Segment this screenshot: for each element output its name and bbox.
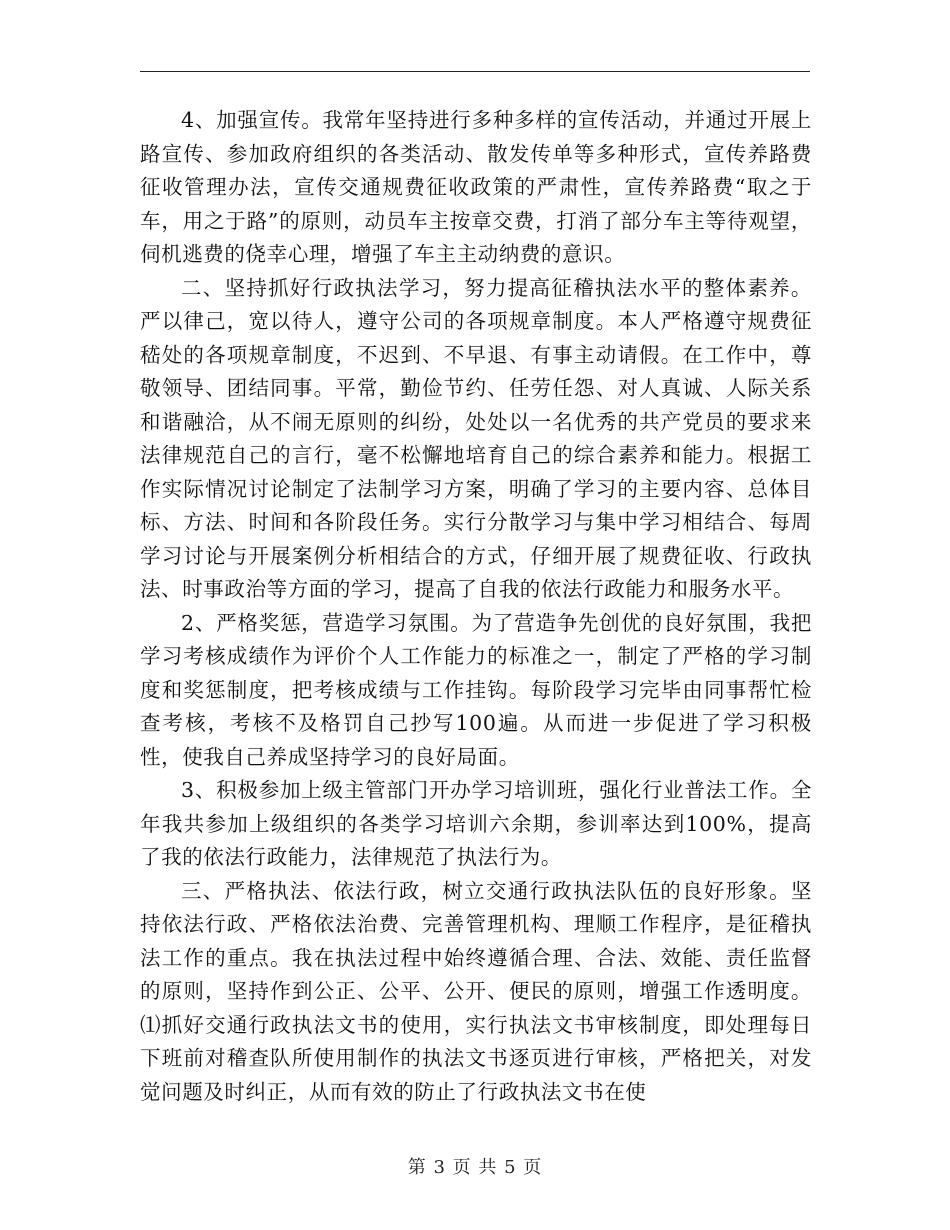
page-footer: 第 3 页 共 5 页 [407,1157,543,1178]
paragraph-strict-enforcement: 三、严格执法、依法行政，树立交通行政执法队伍的良好形象。坚持依法行政、严格依法治费、完善管理机构、理顺工作程序，是征稽执法工作的重点。我在执法过程中始终遵循合理、合法、效能、责任监督的原则，坚持作到公正、公平、公开、便民的原则，增强工作透明度。⑴抓好交通行政执法文书的使用，实行执法文书审核制度，即处理每日下班前对稽查队所使用制作的执法文书逐页进行审核，严格把关，对发觉问题及时纠正，从而有效的防止了行政执法文书在使 [140,878,812,1104]
paragraph-rewards-penalties: 2、严格奖惩，营造学习氛围。为了营造争先创优的良好氛围，我把学习考核成绩作为评价个人工作能力的标准之一，制定了严格的学习制度和奖惩制度，把考核成绩与工作挂钩。每阶段学习完毕由同事帮忙检查考核，考核不及格罚自己抄写100遍。从而进一步促进了学习积极性，使我自己养成坚持学习的良好局面。 [140,610,812,769]
header-rule [140,71,810,72]
paragraph-publicity: 4、加强宣传。我常年坚持进行多种多样的宣传活动，并通过开展上路宣传、参加政府组织的各类活动、散发传单等多种形式，宣传养路费征收管理办法，宣传交通规费征收政策的严肃性，宣传养路费“取之于车，用之于路”的原则，动员车主按章交费，打消了部分车主等待观望，伺机逃费的侥幸心理，增强了车主主动纳费的意识。 [140,108,812,266]
document-body [140,104,812,1109]
paragraph-law-study: 二、坚持抓好行政执法学习，努力提高征稽执法水平的整体素养。严以律己，宽以待人，遵守公司的各项规章制度。本人严格遵守规费征嵇处的各项规章制度，不迟到、不早退、有事主动请假。在工作中，尊敬领导、团结同事。平常，勤俭节约、任劳任怨、对人真诚、人际关系和谐融洽，从不闹无原则的纠纷，处处以一名优秀的共产党员的要求来法律规范自己的言行，毫不松懈地培育自己的综合素养和能力。根据工作实际情况讨论制定了法制学习方案，明确了学习的主要内容、总体目标、方法、时间和各阶段任务。实行分散学习与集中学习相结合、每周学习讨论与开展案例分析相结合的方式，仔细开展了规费征收、行政执法、时事政治等方面的学习，提高了自我的依法行政能力和服务水平。 [140,275,812,601]
paragraph-training: 3、积极参加上级主管部门开办学习培训班，强化行业普法工作。全年我共参加上级组织的各类学习培训六余期，参训率达到100%，提高了我的依法行政能力，法律规范了执法行为。 [140,778,812,869]
